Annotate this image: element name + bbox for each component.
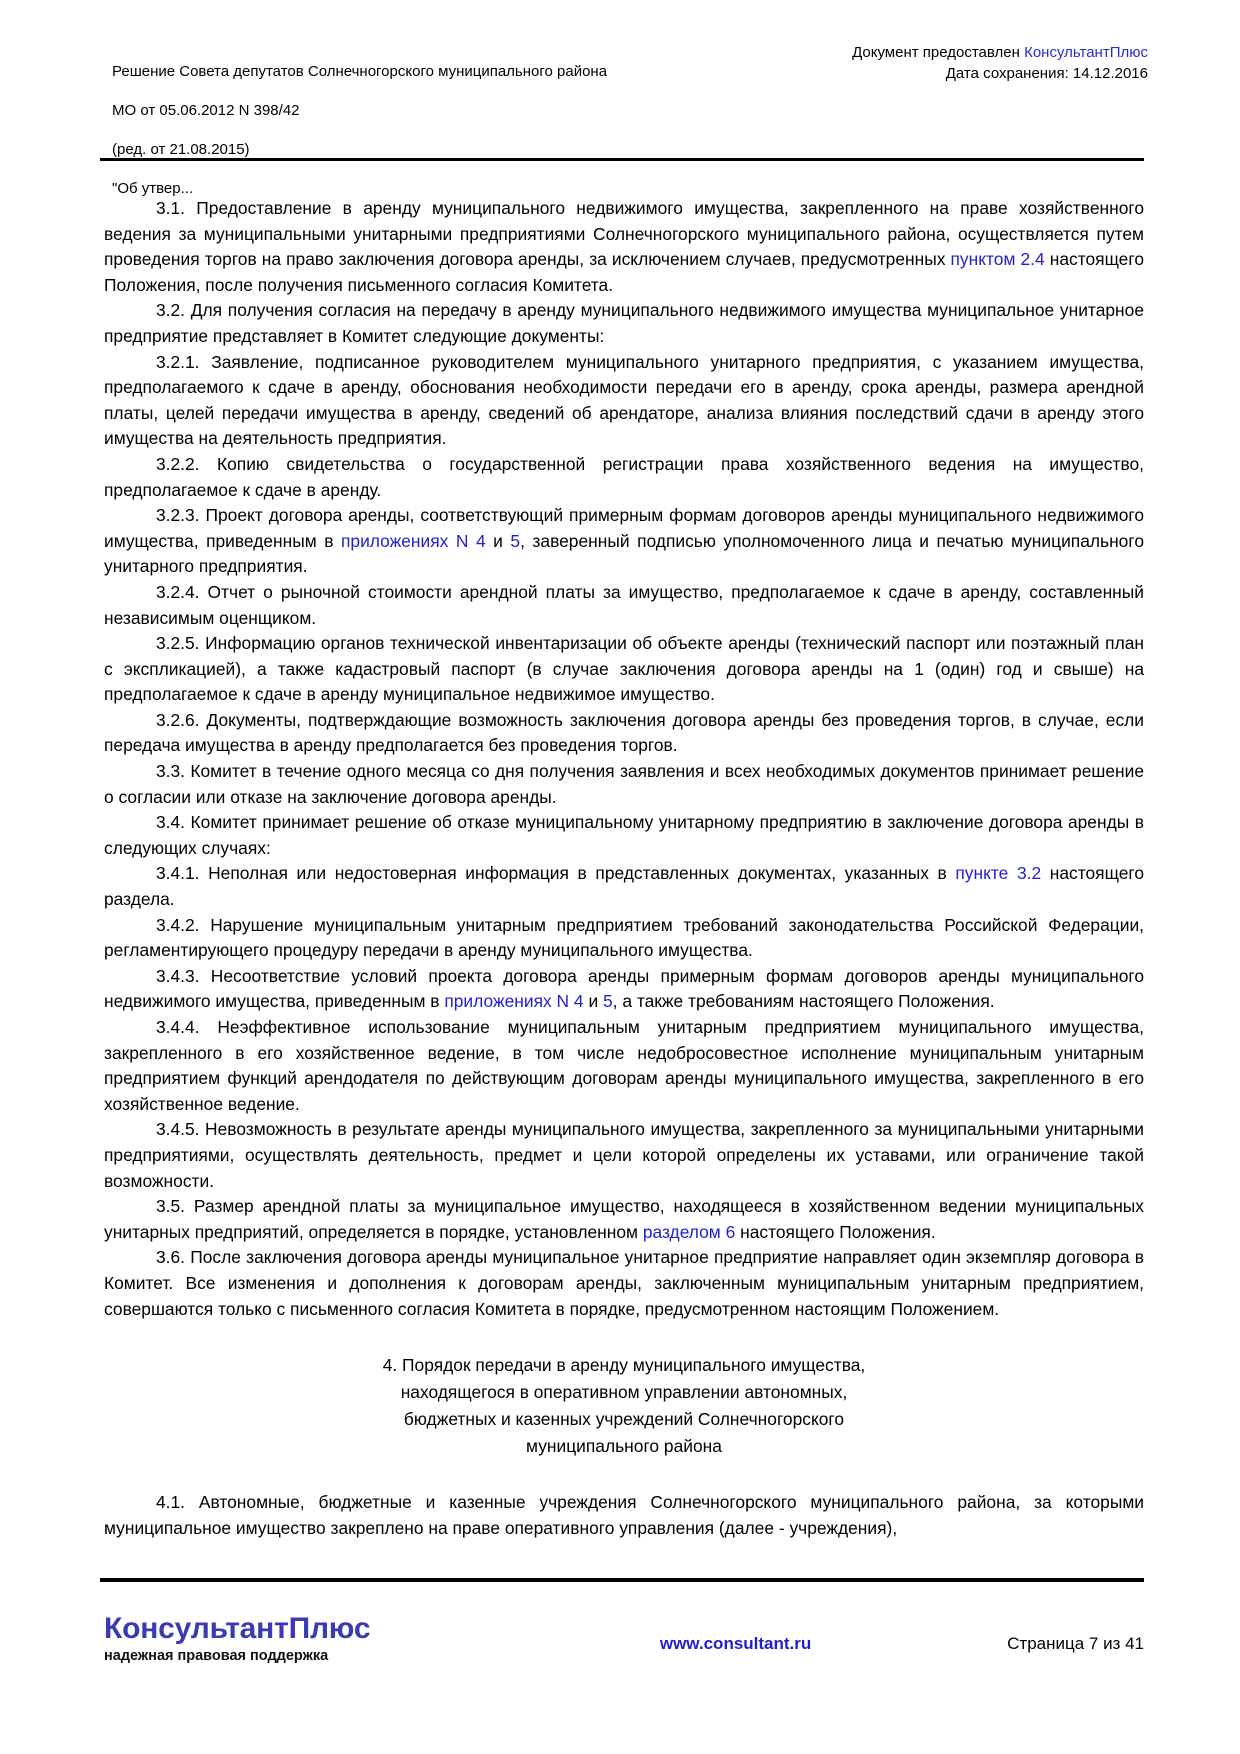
document-title-line-1: Решение Совета депутатов Солнечногорского муниципального района (112, 62, 608, 80)
paragraph-3-5 (104, 1194, 1144, 1245)
document-title-block (112, 42, 607, 218)
paragraph-3-4-5: 3.4.5. Невозможность в результате аренды муниципального имущества, закрепленного за муниципальными унитарными предприятиями, осуществлять деятельность, предмет и цели которой определены их уставами, или ограничение такой возможности. (104, 1119, 1144, 1191)
section-4-heading-line-4: муниципального района (526, 1436, 722, 1457)
paragraph-3-4: 3.4. Комитет принимает решение об отказе муниципальному унитарному предприятию в заключение договора аренды в следующих случаях: (104, 812, 1144, 858)
paragraph-3-4-4: 3.4.4. Неэффективное использование муниципальным унитарным предприятием муниципального имущества, закрепленного в его хозяйственное ведение, в том числе недобросовестное исполнение муниципальным унитарным предприятием функций арендодателя по действующим договорам аренды муниципального имущества, закрепленного в его хозяйственное ведение. (104, 1017, 1144, 1114)
paragraph-3-4-1-text-a: 3.4.1. Неполная или недостоверная информация в представленных документах, указанных в (156, 863, 956, 884)
paragraph-3-3: 3.3. Комитет в течение одного месяца со дня получения заявления и всех необходимых документов принимает решение о согласии или отказе на заключение договора аренды. (104, 761, 1144, 807)
document-source-block (852, 42, 1148, 84)
document-title-line-3: (ред. от 21.08.2015) (112, 140, 250, 158)
paragraph-3-4-3-text-b: , а также требованиям настоящего Положения. (612, 991, 995, 1012)
logo-wordmark: КонсультантПлюс (104, 1612, 371, 1645)
paragraph-3-4-3 (104, 964, 1144, 1015)
link-punkt-2-4[interactable]: пунктом 2.4 (950, 249, 1045, 270)
paragraph-3-2-3-text-mid: и (485, 530, 511, 551)
paragraph-3-2-1: 3.2.1. Заявление, подписанное руководителем муниципального унитарного предприятия, с указанием имущества, предполагаемого к сдаче в аренду, обоснования необходимости передачи его в аренду, срока аренды, размера арендной платы, целей передачи имущества в аренду, сведений об арендаторе, анализа влияния последствий сдачи в аренду этого имущества на деятельность предприятия. (104, 351, 1144, 449)
section-4-heading-line-3: бюджетных и казенных учреждений Солнечногорского (403, 1409, 845, 1430)
paragraph-3-2-6: 3.2.6. Документы, подтверждающие возможность заключения договора аренды без проведения торгов, в случае, если передача имущества в аренду предполагается без проведения торгов. (104, 709, 1144, 756)
paragraph-3-4-3-text-mid: и (583, 991, 603, 1012)
page-number: Страница 7 из 41 (1007, 1634, 1144, 1653)
paragraph-3-4-3-text-a: 3.4.3. Несоответствие условий проекта договора аренды примерным формам договоров аренды муниципального недвижимого имущества, приведенным в (104, 965, 1144, 1012)
paragraph-3-4-2: 3.4.2. Нарушение муниципальным унитарным предприятием требований законодательства Российской Федерации, регламентирующего процедуру передачи в аренду муниципального имущества. (104, 914, 1144, 961)
paragraph-3-2: 3.2. Для получения согласия на передачу в аренду муниципального недвижимого имущества муниципальное унитарное предприятие представляет в Комитет следующие документы: (104, 300, 1144, 346)
paragraph-3-2-4: 3.2.4. Отчет о рыночной стоимости арендной платы за имущество, предполагаемое к сдаче в аренду, составленный независимым оценщиком. (104, 581, 1144, 628)
link-prilozhenie-5[interactable]: 5 (510, 530, 521, 551)
paragraph-3-1-text-a: 3.1. Предоставление в аренду муниципального недвижимого имущества, закрепленного на праве хозяйственного ведения за муниципальными унитарными предприятиями Солнечногорского муниципального района, осуществляется путем проведения торгов на право заключения договора аренды, за исключением случаев, предусмотренных (104, 198, 1144, 270)
document-footer (104, 1612, 1144, 1702)
provided-by-line (852, 42, 1148, 63)
paragraph-3-2-2: 3.2.2. Копию свидетельства о государственной регистрации права хозяйственного ведения на имущество, предполагаемое к сдаче в аренду. (104, 453, 1144, 500)
section-4-heading (104, 1322, 1144, 1460)
paragraph-3-1-text-b: настоящего Положения, после получения письменного согласия Комитета. (104, 249, 1144, 295)
document-title-line-2: МО от 05.06.2012 N 398/42 (112, 101, 300, 119)
consultant-plus-logo (104, 1612, 464, 1666)
logo-tagline: надежная правовая поддержка (104, 1648, 329, 1664)
paragraph-3-2-3-text-b: , заверенный подписью уполномоченного лица и печатью муниципального унитарного предприятия. (104, 530, 1144, 577)
paragraph-3-4-1-text-b: настоящего раздела. (104, 863, 1145, 910)
paragraph-3-2-3-text-a: 3.2.3. Проект договора аренды, соответствующий примерным формам договоров аренды муниципального недвижимого имущества, приведенным в (104, 505, 1144, 551)
document-title-line-4: "Об утвер... (112, 179, 194, 197)
paragraph-3-6: 3.6. После заключения договора аренды муниципальное унитарное предприятие направляет один экземпляр договора в Комитет. Все изменения и дополнения к договорам аренды, заключенным муниципальным унитарным предприятием, совершаются только с письменного согласия Комитета в порядке, предусмотренном настоящим Положением. (104, 1247, 1144, 1319)
section-4-heading-line-1: 4. Порядок передачи в аренду муниципального имущества, (382, 1355, 866, 1376)
consultant-website-link[interactable]: www.consultant.ru (659, 1634, 812, 1653)
link-prilozheniya-n-4-second[interactable]: приложениях N 4 (444, 991, 584, 1012)
link-razdel-6[interactable]: разделом 6 (642, 1221, 736, 1242)
section-4-heading-line-2: находящегося в оперативном управлении автономных, (400, 1382, 848, 1403)
paragraph-4-1: 4.1. Автономные, бюджетные и казенные учреждения Солнечногорского муниципального района, за которыми муниципальное имущество закреплено на праве оперативного управления (далее - учреждения), (104, 1492, 1144, 1538)
paragraph-3-4-1 (104, 861, 1144, 912)
paragraph-3-2-5: 3.2.5. Информацию органов технической инвентаризации об объекте аренды (технический паспорт или поэтажный план с экспликацией), а также кадастровый паспорт (в случае заключения договора аренды на 1 (один) год и свыше) на предполагаемое к сдаче в аренду муниципальное недвижимое имущество. (104, 633, 1144, 705)
document-header (112, 42, 1148, 197)
provided-by-label: Документ предоставлен (852, 44, 1025, 61)
paragraph-3-5-text-a: 3.5. Размер арендной платы за муниципальное имущество, находящееся в хозяйственном ведении муниципальных унитарных предприятий, определяется в порядке, установленном (104, 1196, 1144, 1242)
heading-spacer (104, 1460, 1144, 1490)
paragraph-3-2-3 (104, 503, 1144, 580)
paragraph-3-1 (104, 196, 1144, 298)
document-body (104, 196, 1144, 1541)
footer-divider (100, 1578, 1144, 1582)
saved-date: Дата сохранения: 14.12.2016 (945, 65, 1148, 82)
header-divider (100, 158, 1144, 161)
consultant-plus-brand-link[interactable]: КонсультантПлюс (1024, 44, 1148, 61)
link-prilozhenie-5-second[interactable]: 5 (603, 991, 613, 1012)
link-punkte-3-2[interactable]: пункте 3.2 (955, 863, 1042, 884)
link-prilozheniya-n-4[interactable]: приложениях N 4 (341, 530, 486, 551)
paragraph-3-5-text-b: настоящего Положения. (735, 1221, 936, 1242)
